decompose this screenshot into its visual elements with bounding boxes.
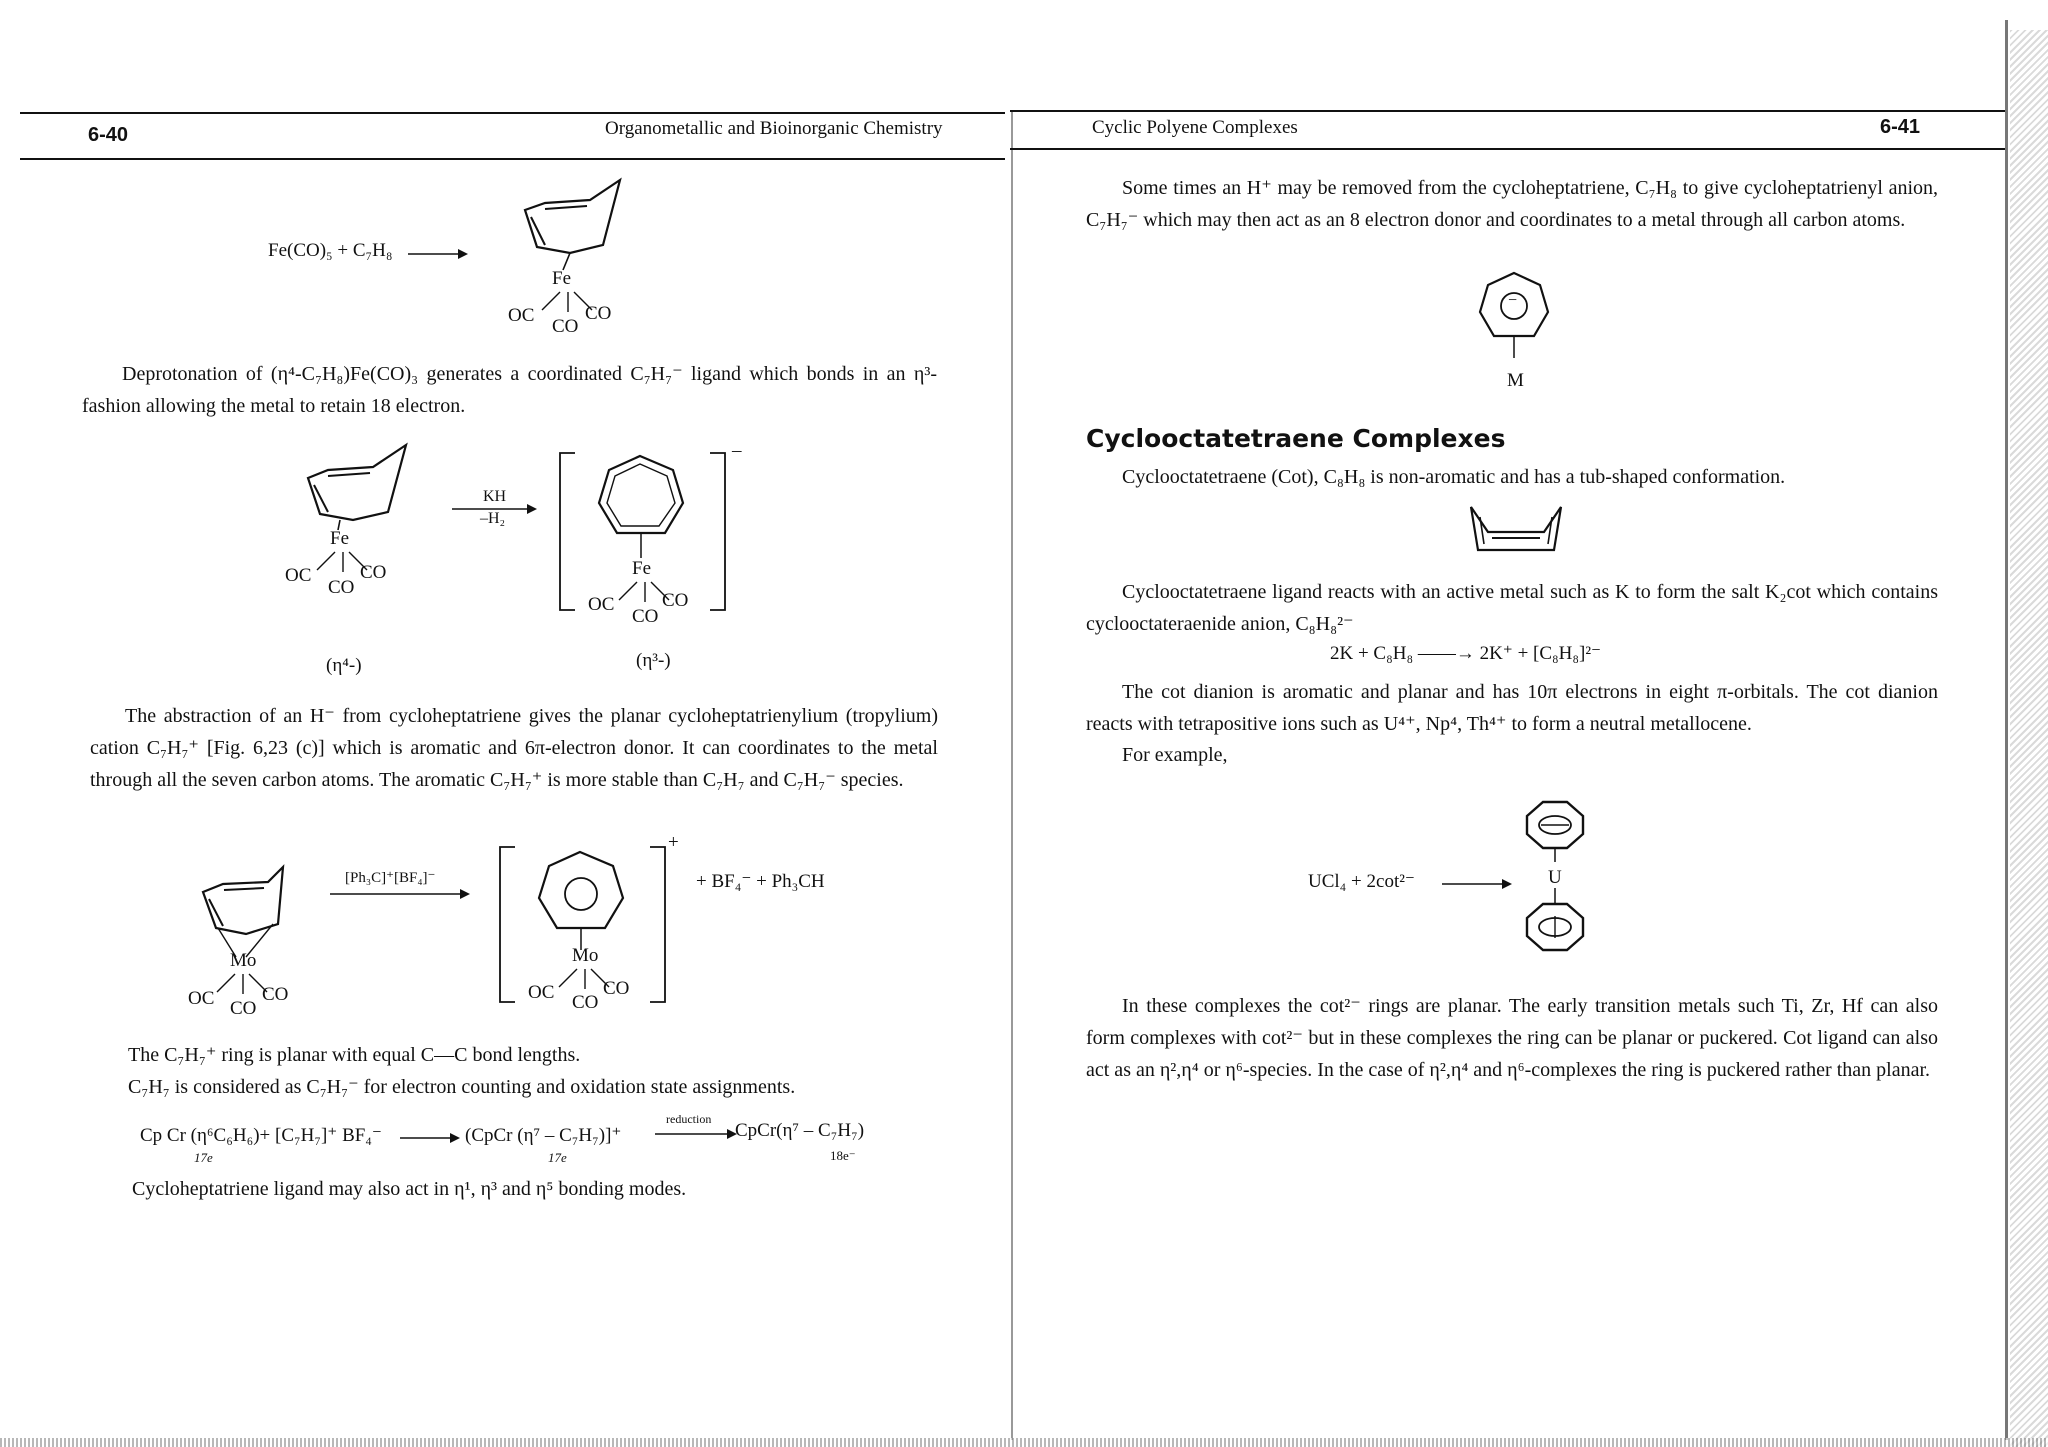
label-eta4: (η⁴-): [326, 655, 362, 676]
reaction1-co-bottom: CO: [552, 316, 579, 337]
reaction1-oc: OC: [508, 305, 535, 326]
reaction3-co-right-left: CO: [262, 984, 289, 1005]
section-heading-cyclooctatetraene: Cyclooctatetraene Complexes: [1086, 424, 1506, 453]
cyclooctatetraene-tub-structure: [1466, 502, 1566, 557]
reaction-u-arrow: [1442, 878, 1512, 890]
reaction3-co-bottom-right: CO: [572, 992, 599, 1013]
reaction1-arrow: [408, 248, 468, 260]
anion-charge-sign: −: [1508, 292, 1518, 309]
reaction1-co-right: CO: [585, 303, 612, 324]
right-page: [1010, 0, 2048, 1447]
equation-cp-arrow-label: reduction: [666, 1112, 712, 1126]
line-ring-planar: The C₇H₇⁺ ring is planar with equal C—C bond lengths.: [128, 1044, 581, 1066]
header-rule-top: [20, 112, 1005, 114]
reaction3-arrow: [330, 888, 470, 900]
eta3-oc: OC: [588, 594, 615, 615]
paragraph-final: [1086, 990, 1938, 1086]
reaction3-co-right-right: CO: [603, 978, 630, 999]
paragraph-abstraction-text: The abstraction of an H⁻ from cycloheptatriene gives the planar cycloheptatrienylium (tropylium) cation C₇H₇⁺ [Fig. 6,23 (c)] which is aromatic and 6π-electron donor. It can coordinates to the metal through all the seven carbon atoms. The aromatic C₇H₇⁺ is more stable than C₇H₇ and C₇H₇⁻ species.: [90, 705, 938, 791]
eta4-co-bottom: CO: [328, 577, 355, 598]
eta3-metal-label: Fe: [632, 558, 651, 579]
cycloheptatriene-iron-complex-structure: [515, 175, 645, 275]
reaction3-metal-right: Mo: [572, 945, 599, 966]
eta3-co-right: CO: [662, 590, 689, 611]
reaction2-reagent-top: KH: [483, 488, 507, 505]
header-rule-bottom-right: [1010, 148, 2005, 150]
left-page: [0, 0, 1010, 1447]
equation-cp-arrow2: [655, 1128, 737, 1140]
paragraph-abstraction: [90, 700, 938, 796]
line-electron-counting: C₇H₇ is considered as C₇H₇⁻ for electron counting and oxidation state assignments.: [128, 1076, 796, 1098]
label-eta3: (η³-): [636, 650, 671, 671]
paragraph-deprotonation: [82, 358, 937, 422]
page-number-right: 6-41: [1880, 116, 1921, 138]
paragraph-dianion-text: The cot dianion is aromatic and planar and has 10π electrons in eight π-orbitals. The cot dianion reacts with tetrapositive ions such as U⁴⁺, Np⁴, Th⁴⁺ to form a neutral metallocene.: [1086, 681, 1938, 735]
reaction-u-lhs: UCl₄ + 2cot²⁻: [1308, 871, 1415, 892]
reaction3-oc-right: OC: [528, 982, 555, 1003]
reaction-u-metal: U: [1548, 867, 1562, 888]
anion-metal-label: M: [1507, 370, 1524, 391]
paragraph-anion: [1086, 172, 1938, 236]
reaction3-reagent: [Ph₃C]⁺[BF₄]⁻: [345, 870, 436, 886]
page-number: 6-40: [88, 124, 129, 146]
eta3-co-bottom: CO: [632, 606, 659, 627]
reaction3-products: + BF₄⁻ + Ph₃CH: [696, 871, 825, 892]
paragraph-dianion: [1086, 676, 1938, 740]
header-rule-top-right: [1010, 110, 2005, 112]
equation-cp-count3: 18e⁻: [830, 1148, 856, 1163]
eta4-iron-complex-structure: [298, 440, 428, 545]
line-cot-tub: Cyclooctatetraene (Cot), C₈H₈ is non-aromatic and has a tub-shaped conformation.: [1122, 466, 1786, 488]
equation-cp-arrow1: [400, 1132, 460, 1144]
equation-potassium: 2K + C₈H₈ ——→ 2K⁺ + [C₈H₈]²⁻: [1330, 643, 1602, 664]
paragraph-anion-text: Some times an H⁺ may be removed from the cycloheptatriene, C₇H₈ to give cycloheptatrienyl anion, C₇H₇⁻ which may then act as an 8 electron donor and coordinates to a metal through all carbon atoms.: [1086, 177, 1938, 231]
cycloheptatriene-molybdenum-complex-structure: [198, 862, 328, 962]
eta4-metal-label: Fe: [330, 528, 349, 549]
paragraph-final-text: In these complexes the cot²⁻ rings are planar. The early transition metals such Ti, Zr, Hf can also form complexes with cot²⁻ but in these complexes the ring can be planar or puckered. Cot ligand can also act as an η²,η⁴ or η⁶-species. In the case of η²,η⁴ and η⁶-complexes the ring is puckered rather than planar.: [1086, 995, 1938, 1081]
equation-cp-part2: (CpCr (η⁷ – C₇H₇)]⁺: [465, 1125, 622, 1146]
reaction3-metal-left: Mo: [230, 950, 257, 971]
reaction1-lhs: Fe(CO)₅ + C₇H₈: [268, 240, 393, 261]
paragraph-deprotonation-text: Deprotonation of (η⁴-C₇H₈)Fe(CO)₃ generates a coordinated C₇H₇⁻ ligand which bonds in an η³-fashion allowing the metal to retain 18 electron.: [82, 363, 937, 417]
reaction3-oc-left: OC: [188, 988, 215, 1009]
reaction3-co-bottom-left: CO: [230, 998, 257, 1019]
line-bonding-modes: Cycloheptatriene ligand may also act in η¹, η³ and η⁵ bonding modes.: [132, 1178, 687, 1200]
equation-cp-part3: CpCr(η⁷ – C₇H₇): [735, 1120, 865, 1141]
equation-cp-part1: Cp Cr (η⁶C₆H₆)+ [C₇H₇]⁺ BF₄⁻: [140, 1125, 382, 1146]
header-rule-bottom: [20, 158, 1005, 160]
reaction2-charge: –: [732, 440, 742, 461]
cycloheptatrienyl-anion-structure: [1474, 270, 1554, 360]
paragraph-salt: [1086, 576, 1938, 640]
eta4-oc: OC: [285, 565, 312, 586]
equation-cp-count2: 17e: [548, 1150, 567, 1165]
running-title-right: Cyclic Polyene Complexes: [1092, 117, 1298, 138]
reaction2-reagent-bottom: –H₂: [480, 510, 506, 527]
equation-cp-count1: 17e: [194, 1150, 213, 1165]
paragraph-salt-text: Cyclooctatetraene ligand reacts with an active metal such as K to form the salt K₂cot which contains cyclooctateraenide anion, C₈H₈²⁻: [1086, 581, 1938, 635]
reaction1-metal-label: Fe: [552, 268, 571, 289]
running-title: Organometallic and Bioinorganic Chemistry: [605, 118, 943, 139]
eta4-co-right: CO: [360, 562, 387, 583]
reaction3-charge: +: [668, 832, 679, 853]
line-for-example: For example,: [1122, 744, 1228, 766]
